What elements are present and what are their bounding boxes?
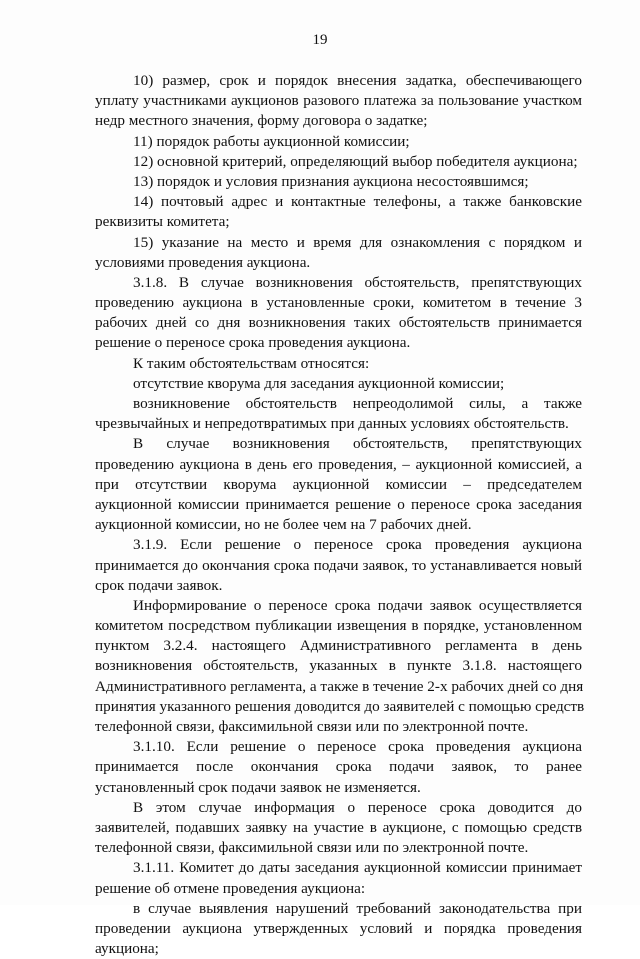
text-line: телефонной связи, факсимильной связи или по электронной почте. — [95, 839, 529, 857]
text-line: 15) указание на место и время для ознакомления с порядком и — [133, 233, 582, 251]
text-line: В случае возникновения обстоятельств, препятствующих — [133, 435, 582, 453]
text-line: 14) почтовый адрес и контактные телефоны, а также банковские — [133, 193, 582, 211]
text-line: 12) основной критерий, определяющий выбор победителя аукциона; — [133, 152, 578, 170]
text-line: К таким обстоятельствам относятся: — [133, 354, 370, 372]
text-line: 3.1.11. Комитет до даты заседания аукционной комиссии принимает — [133, 859, 582, 877]
text-line: телефонной связи, факсимильной связи или по электронной почте. — [95, 718, 529, 735]
document-body — [95, 71, 585, 959]
text-line: рабочих дней со дня возникновения таких обстоятельств принимается — [95, 314, 582, 332]
text-line: реквизиты комитета; — [95, 213, 230, 231]
text-line: возникновение обстоятельств непреодолимой силы, а также — [133, 395, 582, 412]
text-line: аукциона; — [95, 940, 159, 958]
text-line: аукционной комиссии, но не более чем на 7 рабочих дней. — [95, 516, 472, 534]
text-line: 13) порядок и условия признания аукциона несостоявшимся; — [133, 172, 529, 190]
page-number: 19 — [312, 32, 328, 48]
text-line: принимается до окончания срока подачи заявок, то устанавливается новый — [95, 556, 582, 574]
text-line: заявителей, подавших заявку на участие в аукционе, с помощью средств — [95, 818, 582, 836]
text-line: уплату участниками аукционов разового платежа за пользование участком — [95, 92, 582, 110]
text-line: установленный срок подачи заявок не изменяется. — [95, 778, 421, 796]
text-line: проведении аукциона утвержденных условий и порядка проведения — [95, 919, 582, 937]
text-line: решение о переносе срока проведения аукциона. — [95, 334, 411, 352]
text-line: 11) порядок работы аукционной комиссии; — [133, 132, 410, 150]
text-line: принимается после окончания срока подачи заявок, то ранее — [95, 758, 582, 776]
text-line: срок подачи заявок. — [95, 576, 223, 594]
text-line: недр местного значения, форму договора о задатке; — [95, 112, 428, 130]
text-line: проведению аукциона в день его проведения, – аукционной комиссией, а — [95, 455, 582, 473]
text-line: при отсутствии кворума аукционной комиссии – председателем — [95, 475, 582, 493]
text-line: возникновения обстоятельств, указанных в пункте 3.1.8. настоящего — [95, 657, 582, 675]
text-line: В этом случае информация о переносе срока доводится до — [133, 798, 582, 816]
text-line: проведению аукциона в установленные сроки, комитетом в течение 3 — [95, 294, 582, 312]
text-line: 3.1.10. Если решение о переносе срока проведения аукциона — [133, 738, 582, 756]
text-line: комитетом посредством публикации извещения в порядке, установленном — [95, 617, 582, 635]
text-line: чрезвычайных и непредотвратимых при данных условиях обстоятельств. — [95, 415, 569, 433]
text-line: решение об отмене проведения аукциона: — [95, 879, 366, 897]
text-line: пунктом 3.2.4. настоящего Административного регламента в день — [95, 637, 582, 655]
text-line: 10) размер, срок и порядок внесения задатка, обеспечивающего — [133, 72, 582, 89]
text-line: принятия указанного решения доводится до заявителей с помощью средств — [95, 697, 585, 715]
text-line: в случае выявления нарушений требований законодательства при — [133, 899, 582, 917]
text-line: отсутствие кворума для заседания аукционной комиссии; — [133, 374, 505, 392]
text-line: Административного регламента, а также в течение 2-х рабочих дней со дня — [95, 677, 584, 695]
text-line: Информирование о переносе срока подачи заявок осуществляется — [133, 596, 582, 614]
text-line: аукционной комиссии принимается решение о переносе срока заседания — [95, 495, 582, 513]
text-line: условиями проведения аукциона. — [95, 253, 311, 271]
text-line: 3.1.9. Если решение о переносе срока проведения аукциона — [133, 536, 582, 554]
text-line: 3.1.8. В случае возникновения обстоятельств, препятствующих — [133, 273, 582, 291]
